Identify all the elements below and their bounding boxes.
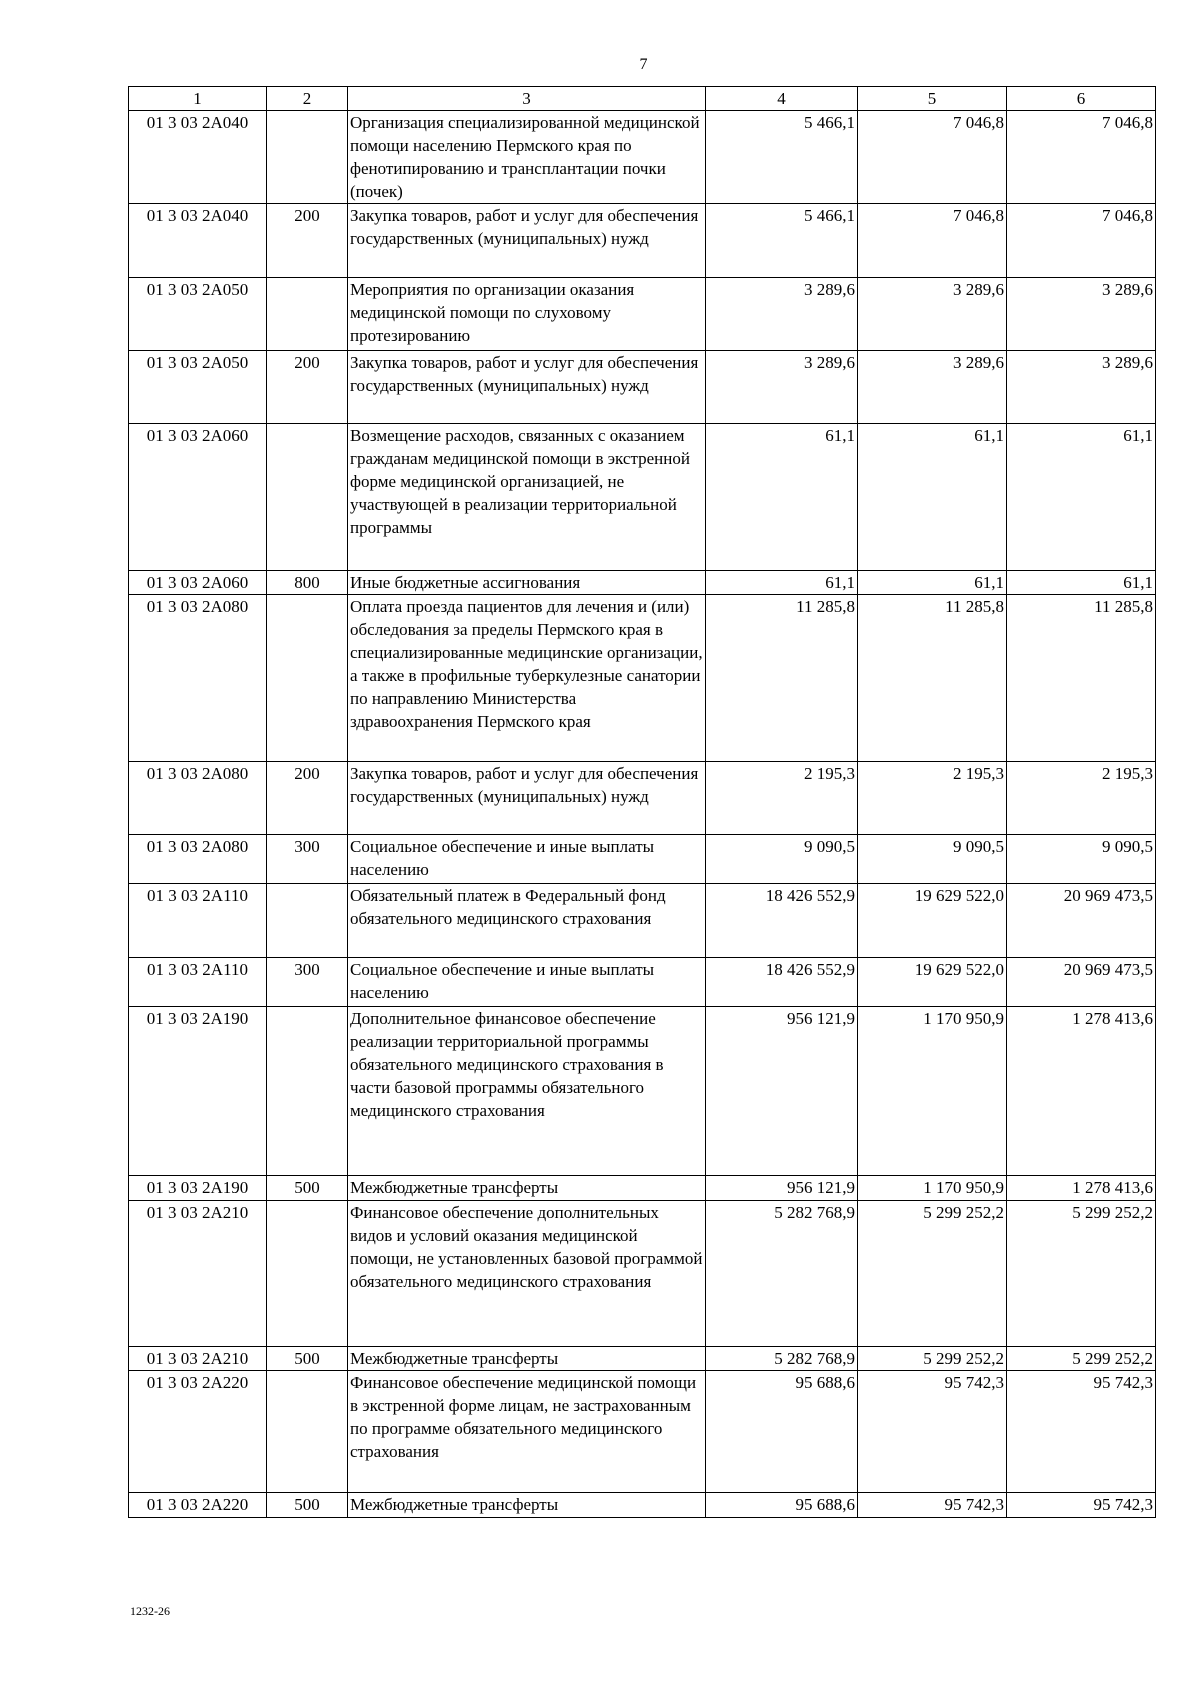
table-row (129, 595, 1156, 762)
item-name-cell: Закупка товаров, работ и услуг для обеспечения государственных (муниципальных) нужд (348, 351, 706, 424)
target-code-cell: 01 3 03 2A080 (129, 762, 267, 835)
table-row (129, 1007, 1156, 1176)
amount-year1-cell: 5 282 768,9 (706, 1347, 858, 1371)
amount-year2-cell: 19 629 522,0 (858, 884, 1007, 958)
amount-year2-cell: 3 289,6 (858, 278, 1007, 351)
table-row (129, 278, 1156, 351)
expense-type-cell: 200 (267, 204, 348, 278)
expense-type-cell (267, 1007, 348, 1176)
expense-type-cell: 500 (267, 1176, 348, 1201)
expense-type-cell: 300 (267, 958, 348, 1007)
item-name-cell: Организация специализированной медицинской помощи населению Пермского края по фенотипированию и трансплантации почки (почек) (348, 111, 706, 204)
item-name-cell: Межбюджетные трансферты (348, 1176, 706, 1201)
item-name-cell: Оплата проезда пациентов для лечения и (или) обследования за пределы Пермского края в специализированные медицинские организации, а также в профильные туберкулезные санатории по направлению Министерства здравоохранения Пермского края (348, 595, 706, 762)
table-row (129, 204, 1156, 278)
item-name-cell: Мероприятия по организации оказания медицинской помощи по слуховому протезированию (348, 278, 706, 351)
amount-year1-cell: 3 289,6 (706, 351, 858, 424)
target-code-cell: 01 3 03 2A080 (129, 595, 267, 762)
amount-year2-cell: 5 299 252,2 (858, 1201, 1007, 1347)
target-code-cell: 01 3 03 2A050 (129, 278, 267, 351)
table-row (129, 1201, 1156, 1347)
amount-year2-cell: 1 170 950,9 (858, 1007, 1007, 1176)
item-name-cell: Финансовое обеспечение медицинской помощи в экстренной форме лицам, не застрахованным по программе обязательного медицинского страхования (348, 1371, 706, 1493)
amount-year1-cell: 18 426 552,9 (706, 958, 858, 1007)
table-row (129, 1176, 1156, 1201)
expense-type-cell (267, 1371, 348, 1493)
expense-type-cell (267, 278, 348, 351)
amount-year3-cell: 20 969 473,5 (1007, 958, 1156, 1007)
amount-year2-cell: 7 046,8 (858, 204, 1007, 278)
expense-type-cell: 200 (267, 351, 348, 424)
expense-type-cell (267, 424, 348, 571)
amount-year1-cell: 5 466,1 (706, 111, 858, 204)
target-code-cell: 01 3 03 2A040 (129, 204, 267, 278)
amount-year2-cell: 19 629 522,0 (858, 958, 1007, 1007)
amount-year1-cell: 3 289,6 (706, 278, 858, 351)
expense-type-cell: 800 (267, 571, 348, 595)
table-row (129, 762, 1156, 835)
amount-year3-cell: 5 299 252,2 (1007, 1201, 1156, 1347)
amount-year1-cell: 18 426 552,9 (706, 884, 858, 958)
expense-type-cell (267, 595, 348, 762)
amount-year2-cell: 2 195,3 (858, 762, 1007, 835)
amount-year1-cell: 61,1 (706, 424, 858, 571)
target-code-cell: 01 3 03 2A220 (129, 1493, 267, 1518)
column-header-2: 2 (267, 87, 348, 111)
amount-year3-cell: 95 742,3 (1007, 1493, 1156, 1518)
amount-year3-cell: 7 046,8 (1007, 111, 1156, 204)
amount-year3-cell: 5 299 252,2 (1007, 1347, 1156, 1371)
table-row (129, 958, 1156, 1007)
amount-year3-cell: 61,1 (1007, 571, 1156, 595)
target-code-cell: 01 3 03 2A110 (129, 958, 267, 1007)
table-row (129, 111, 1156, 204)
header-row (129, 87, 1156, 111)
amount-year3-cell: 61,1 (1007, 424, 1156, 571)
column-header-1: 1 (129, 87, 267, 111)
target-code-cell: 01 3 03 2A060 (129, 571, 267, 595)
amount-year3-cell: 9 090,5 (1007, 835, 1156, 884)
target-code-cell: 01 3 03 2A110 (129, 884, 267, 958)
budget-table (128, 86, 1156, 1518)
document-code: 1232-26 (130, 1604, 170, 1618)
table-row (129, 1371, 1156, 1493)
item-name-cell: Возмещение расходов, связанных с оказанием гражданам медицинской помощи в экстренной форме медицинской организацией, не участвующей в реализации территориальной программы (348, 424, 706, 571)
target-code-cell: 01 3 03 2A040 (129, 111, 267, 204)
amount-year3-cell: 1 278 413,6 (1007, 1176, 1156, 1201)
amount-year2-cell: 9 090,5 (858, 835, 1007, 884)
table-row (129, 424, 1156, 571)
amount-year1-cell: 5 282 768,9 (706, 1201, 858, 1347)
item-name-cell: Обязательный платеж в Федеральный фонд обязательного медицинского страхования (348, 884, 706, 958)
amount-year3-cell: 2 195,3 (1007, 762, 1156, 835)
column-header-5: 5 (858, 87, 1007, 111)
target-code-cell: 01 3 03 2A060 (129, 424, 267, 571)
amount-year1-cell: 61,1 (706, 571, 858, 595)
item-name-cell: Межбюджетные трансферты (348, 1493, 706, 1518)
item-name-cell: Социальное обеспечение и иные выплаты населению (348, 835, 706, 884)
amount-year2-cell: 1 170 950,9 (858, 1176, 1007, 1201)
item-name-cell: Иные бюджетные ассигнования (348, 571, 706, 595)
amount-year2-cell: 95 742,3 (858, 1493, 1007, 1518)
table-row (129, 1493, 1156, 1518)
item-name-cell: Закупка товаров, работ и услуг для обеспечения государственных (муниципальных) нужд (348, 204, 706, 278)
table-row (129, 1347, 1156, 1371)
table-row (129, 884, 1156, 958)
target-code-cell: 01 3 03 2A210 (129, 1347, 267, 1371)
target-code-cell: 01 3 03 2A210 (129, 1201, 267, 1347)
item-name-cell: Закупка товаров, работ и услуг для обеспечения государственных (муниципальных) нужд (348, 762, 706, 835)
amount-year3-cell: 3 289,6 (1007, 278, 1156, 351)
expense-type-cell: 500 (267, 1493, 348, 1518)
expense-type-cell: 300 (267, 835, 348, 884)
expense-type-cell (267, 1201, 348, 1347)
amount-year3-cell: 1 278 413,6 (1007, 1007, 1156, 1176)
amount-year2-cell: 61,1 (858, 571, 1007, 595)
target-code-cell: 01 3 03 2A050 (129, 351, 267, 424)
item-name-cell: Финансовое обеспечение дополнительных видов и условий оказания медицинской помощи, не установленных базовой программой обязательного медицинского страхования (348, 1201, 706, 1347)
amount-year2-cell: 5 299 252,2 (858, 1347, 1007, 1371)
expense-type-cell (267, 111, 348, 204)
amount-year2-cell: 11 285,8 (858, 595, 1007, 762)
amount-year1-cell: 95 688,6 (706, 1493, 858, 1518)
expense-type-cell: 500 (267, 1347, 348, 1371)
page-number: 7 (639, 56, 648, 73)
amount-year2-cell: 95 742,3 (858, 1371, 1007, 1493)
amount-year2-cell: 3 289,6 (858, 351, 1007, 424)
amount-year1-cell: 956 121,9 (706, 1176, 858, 1201)
amount-year3-cell: 3 289,6 (1007, 351, 1156, 424)
amount-year3-cell: 95 742,3 (1007, 1371, 1156, 1493)
amount-year1-cell: 9 090,5 (706, 835, 858, 884)
target-code-cell: 01 3 03 2A080 (129, 835, 267, 884)
target-code-cell: 01 3 03 2A220 (129, 1371, 267, 1493)
amount-year2-cell: 61,1 (858, 424, 1007, 571)
table-row (129, 571, 1156, 595)
amount-year3-cell: 11 285,8 (1007, 595, 1156, 762)
amount-year1-cell: 5 466,1 (706, 204, 858, 278)
table-row (129, 835, 1156, 884)
amount-year3-cell: 7 046,8 (1007, 204, 1156, 278)
amount-year2-cell: 7 046,8 (858, 111, 1007, 204)
amount-year1-cell: 956 121,9 (706, 1007, 858, 1176)
amount-year3-cell: 20 969 473,5 (1007, 884, 1156, 958)
item-name-cell: Социальное обеспечение и иные выплаты населению (348, 958, 706, 1007)
column-header-4: 4 (706, 87, 858, 111)
column-header-3: 3 (348, 87, 706, 111)
expense-type-cell: 200 (267, 762, 348, 835)
item-name-cell: Межбюджетные трансферты (348, 1347, 706, 1371)
item-name-cell: Дополнительное финансовое обеспечение реализации территориальной программы обязательного медицинского страхования в части базовой программы обязательного медицинского страхования (348, 1007, 706, 1176)
amount-year1-cell: 95 688,6 (706, 1371, 858, 1493)
amount-year1-cell: 11 285,8 (706, 595, 858, 762)
column-header-6: 6 (1007, 87, 1156, 111)
expense-type-cell (267, 884, 348, 958)
table-row (129, 351, 1156, 424)
amount-year1-cell: 2 195,3 (706, 762, 858, 835)
target-code-cell: 01 3 03 2A190 (129, 1176, 267, 1201)
target-code-cell: 01 3 03 2A190 (129, 1007, 267, 1176)
